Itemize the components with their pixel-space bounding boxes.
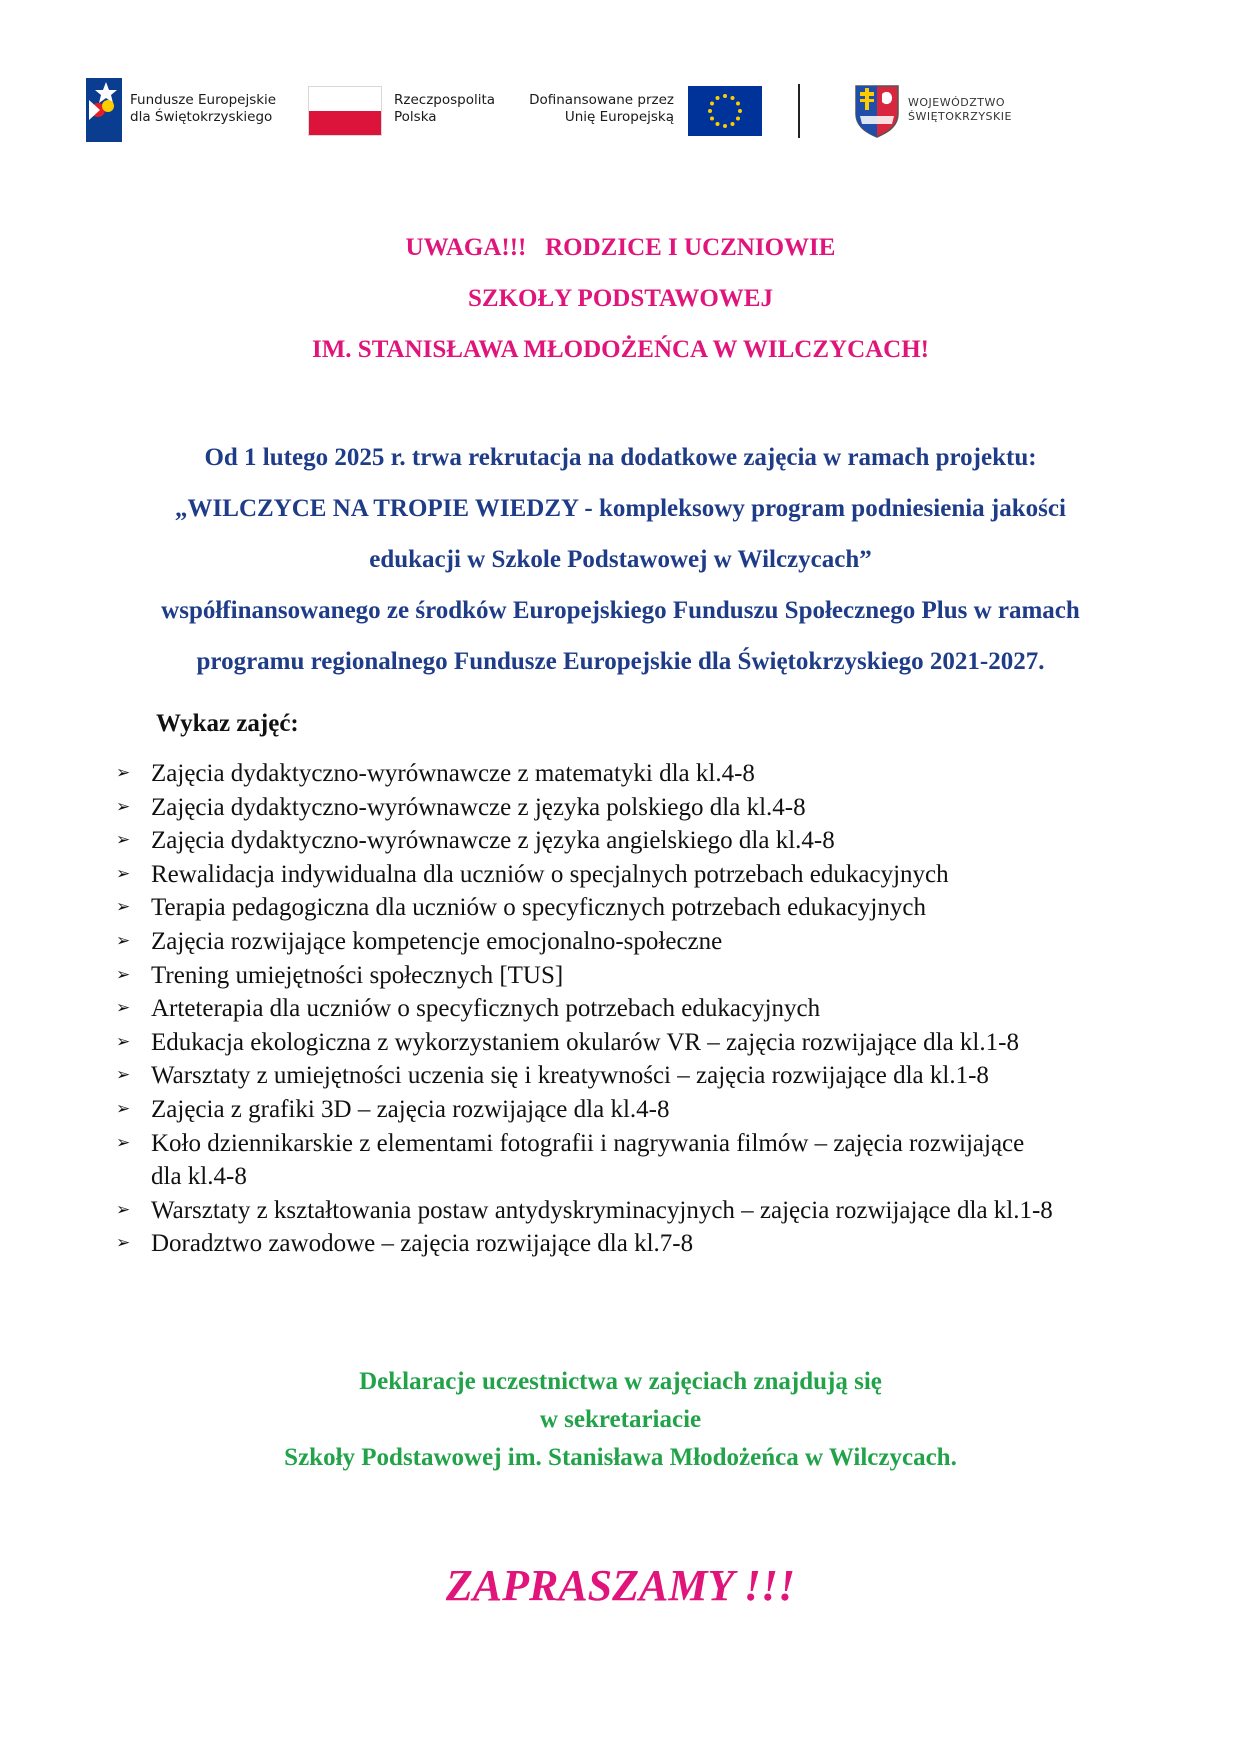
declaration-line: w sekretariacie — [539, 1406, 702, 1433]
coat-of-arms-icon — [854, 84, 900, 138]
list-item — [116, 824, 1216, 858]
arrow-bullet-icon: ➢ — [116, 998, 131, 1019]
eu-star-icon — [736, 102, 740, 106]
list-item — [116, 925, 1216, 959]
intro-line: edukacji w Szkole Podstawowej w Wilczycach” — [369, 546, 872, 573]
arrow-bullet-icon: ➢ — [116, 763, 131, 783]
intro-line: „WILCZYCE NA TROPIE WIEDZY - kompleksowy program podniesienia jakości — [175, 495, 1066, 522]
eu-flag-icon — [688, 86, 762, 136]
list-item-text: Zajęcia dydaktyczno-wyrównawcze z matematyki dla kl.4-8 — [151, 760, 755, 787]
intro-line: Od 1 lutego 2025 r. trwa rekrutacja na dodatkowe zajęcia w ramach projektu: — [204, 444, 1037, 471]
list-item-text: Koło dziennikarskie z elementami fotografii i nagrywania filmów – zajęcia rozwijające dla kl.4-8 — [151, 1129, 1025, 1191]
list-item-text: Arteterapia dla uczniów o specyficznych potrzebach edukacyjnych — [151, 995, 821, 1023]
rp-logo — [308, 86, 508, 138]
arrow-bullet-icon: ➢ — [116, 1065, 131, 1086]
arrow-bullet-icon: ➢ — [116, 1132, 131, 1153]
list-item-text: Rewalidacja indywidualna dla uczniów o specjalnych potrzebach edukacyjnych — [151, 860, 949, 888]
list-item — [116, 992, 1216, 1026]
project-intro — [0, 432, 1241, 687]
list-item — [116, 858, 1216, 892]
fe-star-icon — [86, 78, 126, 142]
fe-logo-text: Fundusze Europejskie dla Świętokrzyskiego — [130, 92, 277, 125]
ws-logo — [854, 84, 1054, 138]
logo-bar — [86, 78, 1086, 148]
eu-star-icon — [736, 117, 740, 121]
ws-logo-text: WOJEWÓDZTWO ŚWIĘTOKRZYSKIE — [908, 96, 1012, 123]
eu-star-icon — [716, 96, 720, 100]
list-item — [116, 757, 1216, 791]
arrow-bullet-icon: ➢ — [116, 830, 131, 851]
eu-star-icon — [723, 94, 727, 98]
list-item — [116, 1194, 1161, 1228]
list-item — [116, 1127, 1056, 1194]
list-item-text: Warsztaty z umiejętności uczenia się i kreatywności – zajęcia rozwijające dla kl.1-8 — [151, 1062, 989, 1090]
eu-star-icon — [723, 124, 727, 128]
list-item-text: Trening umiejętności społecznych [TUS] — [151, 961, 564, 989]
arrow-bullet-icon: ➢ — [116, 897, 131, 918]
eu-star-icon — [731, 96, 735, 100]
ue-logo-text: Dofinansowane przez Unię Europejską — [529, 92, 674, 125]
heading-line: UWAGA!!! RODZICE I UCZNIOWIE — [405, 234, 836, 261]
list-item — [116, 1059, 1216, 1093]
declaration-line: Deklaracje uczestnictwa w zajęciach znajdują się — [359, 1368, 882, 1395]
announcement-heading — [0, 222, 1241, 375]
declaration-note — [0, 1363, 1241, 1477]
closing-invitation: ZAPRASZAMY !!! — [445, 1561, 796, 1610]
ue-logo — [522, 86, 762, 138]
list-item-text: Warsztaty z kształtowania postaw antydyskryminacyjnych – zajęcia rozwijające dla kl.1-8 — [151, 1196, 1053, 1224]
list-item — [116, 791, 1216, 825]
intro-line: współfinansowanego ze środków Europejskiego Funduszu Społecznego Plus w ramach — [161, 597, 1080, 624]
arrow-bullet-icon: ➢ — [116, 1233, 131, 1254]
logo-divider — [798, 84, 800, 138]
arrow-bullet-icon: ➢ — [116, 1098, 131, 1119]
arrow-bullet-icon: ➢ — [116, 1031, 131, 1052]
fe-logo — [86, 78, 286, 142]
list-item-text: Zajęcia dydaktyczno-wyrównawcze z języka angielskiego dla kl.4-8 — [151, 827, 835, 855]
arrow-bullet-icon: ➢ — [116, 964, 131, 985]
eu-star-icon — [708, 109, 712, 113]
heading-line: SZKOŁY PODSTAWOWEJ — [468, 285, 773, 312]
list-item — [116, 1026, 1216, 1060]
arrow-bullet-icon: ➢ — [116, 930, 131, 951]
list-item — [116, 1227, 1216, 1261]
list-item-text: Edukacja ekologiczna z wykorzystaniem okularów VR – zajęcia rozwijające dla kl.1-8 — [151, 1028, 1019, 1056]
eu-star-icon — [738, 109, 742, 113]
list-item — [116, 959, 1216, 993]
list-item-text: Doradztwo zawodowe – zajęcia rozwijające dla kl.7-8 — [151, 1230, 694, 1258]
eu-star-icon — [710, 102, 714, 106]
arrow-bullet-icon: ➢ — [116, 1199, 131, 1220]
eu-star-icon — [710, 117, 714, 121]
polish-flag-icon — [308, 86, 382, 136]
arrow-bullet-icon: ➢ — [116, 863, 131, 884]
arrow-bullet-icon: ➢ — [116, 796, 131, 817]
list-item — [116, 1093, 1216, 1127]
list-item-text: Zajęcia z grafiki 3D – zajęcia rozwijające dla kl.4-8 — [151, 1095, 670, 1123]
activities-title: Wykaz zajęć: — [156, 710, 299, 737]
rp-logo-text: Rzeczpospolita Polska — [394, 92, 496, 125]
list-item-text: Terapia pedagogiczna dla uczniów o specyficznych potrzebach edukacyjnych — [151, 894, 926, 922]
list-item-text: Zajęcia dydaktyczno-wyrównawcze z języka polskiego dla kl.4-8 — [151, 793, 806, 821]
intro-line: programu regionalnego Fundusze Europejskie dla Świętokrzyskiego 2021-2027. — [196, 648, 1045, 675]
list-item — [116, 891, 1216, 925]
declaration-line: Szkoły Podstawowej im. Stanisława Młodożeńca w Wilczycach. — [284, 1444, 957, 1471]
heading-line: IM. STANISŁAWA MŁODOŻEŃCA W WILCZYCACH! — [311, 336, 930, 363]
eu-star-icon — [731, 122, 735, 126]
eu-star-icon — [716, 122, 720, 126]
activities-list — [116, 757, 1216, 1261]
list-item-text: Zajęcia rozwijające kompetencje emocjonalno-społeczne — [151, 927, 723, 955]
